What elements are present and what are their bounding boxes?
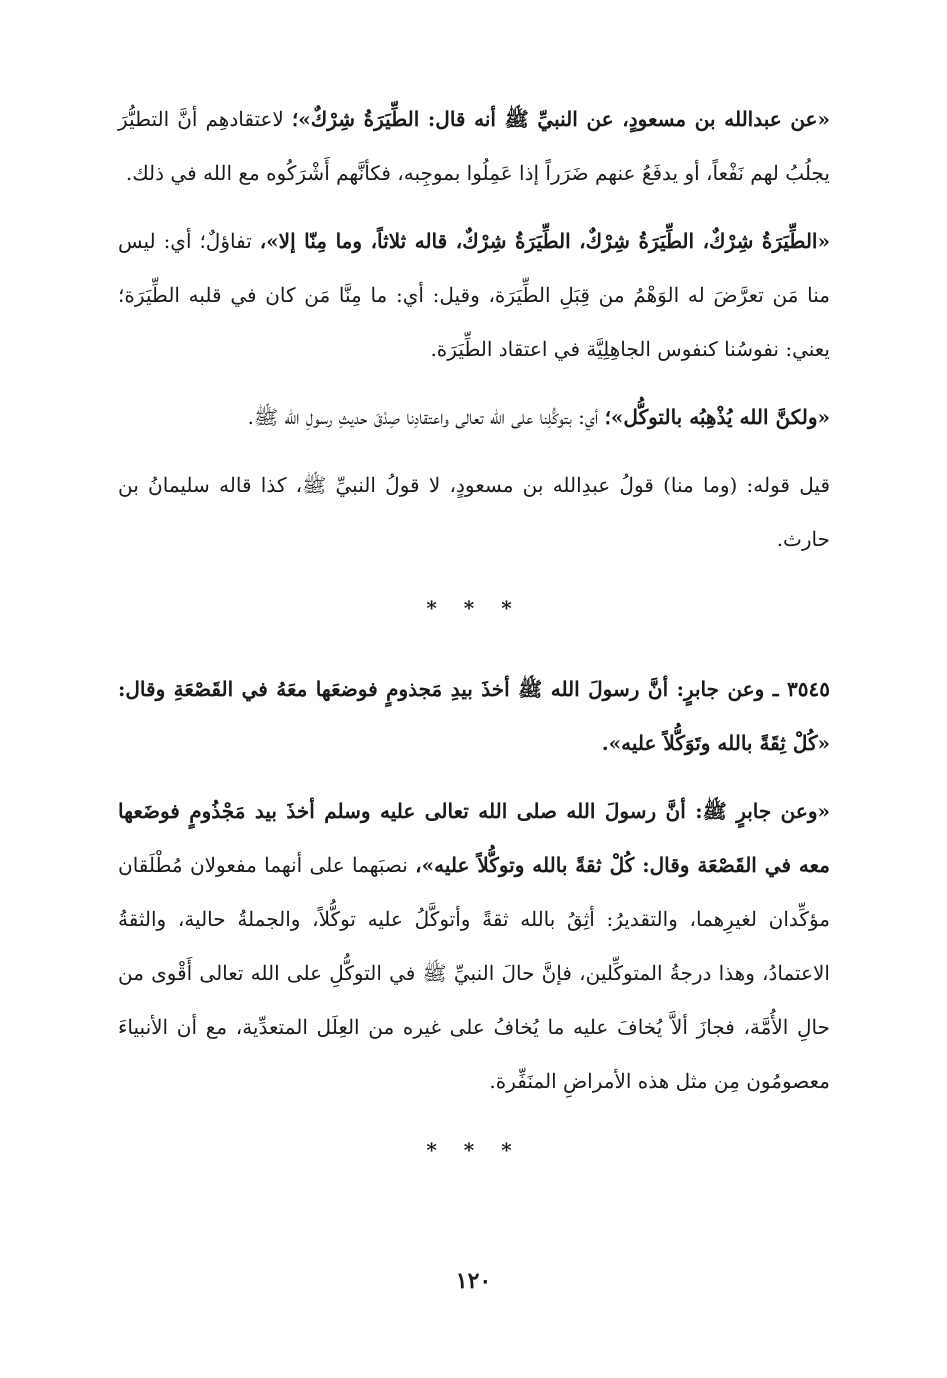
page-body (118, 92, 830, 1204)
section-separator: * * * (426, 596, 522, 620)
paragraph-text: أي: بتوكُّلِنا على الله تعالى واعتقادِنا صِدْقَ حديثِ رسولِ الله ﷺ. (247, 405, 605, 429)
paragraph-3 (118, 390, 830, 444)
paragraph-text: تفاؤلٌ؛ أي: ليس منا مَن تعرَّضَ له الوَهْمُ من قِبَلِ الطِّيَرَة، وقيل: أي: ما مِنَّا مَن كان في قلبه الطِّيَرَة؛ يعني: نفوسُنا كنفوس الجاهِلِيَّة في اعتقاد الطِّيَرَة. (118, 229, 830, 361)
quote-bold: «وعن جابرٍ ﷺ: أنَّ رسولَ الله صلى الله تعالى عليه وسلم أخذَ بيد مَجْذُومٍ فوضَعها معه في القَصْعَة وقال: كُلْ ثقةً بالله وتوكُّلاً عليه»، (118, 799, 831, 877)
paragraph-4 (118, 458, 830, 566)
section-separator: * * * (426, 1138, 522, 1162)
paragraph-text: قيل قوله: (وما منا) قولُ عبدِالله بن مسعودٍ، لا قولُ النبيِّ ﷺ، كذا قاله سليمانُ بن حارث. (118, 473, 830, 551)
hadith-text: ٣٥٤٥ ـ وعن جابرٍ: أنَّ رسولَ الله ﷺ أخذَ بيدِ مَجذومٍ فوضعَها معَهُ في القَصْعَةِ وقال: «كُلْ ثِقَةً بالله وتَوَكُّلاً عليه». (118, 677, 830, 755)
hadith-paragraph (118, 662, 830, 770)
quote-bold: «الطِّيَرَةُ شِرْكٌ، الطِّيَرَةُ شِرْكٌ، الطِّيَرَةُ شِرْكٌ، قاله ثلاثاً، وما مِنّا إلا»، (259, 229, 830, 253)
paragraph-2 (118, 214, 830, 376)
commentary-paragraph (118, 784, 830, 1108)
paragraph-1 (118, 92, 830, 200)
paragraph-text: لاعتقادهِم أنَّ التطيُّرَ يجلُبُ لهم نَفْعاً، أو يدفَعُ عنهم ضَرَراً إذا عَمِلُوا بموجِبه، فكأنَّهم أَشْرَكُوه مع الله في ذلك. (118, 107, 830, 185)
page-number: ١٢٠ (455, 1268, 492, 1294)
quote-bold: «ولكنَّ الله يُذْهِبُه بالتوكُّل»؛ (604, 405, 830, 429)
paragraph-text: نصبَهما على أنهما مفعولان مُطْلَقان مؤكِّدان لغيرِهما، والتقديرُ: أثِقُ بالله ثقةً وأتوكَّلُ عليه توكُّلاً، والجملةُ حالية، والثقةُ الاعتمادُ، وهذا درجةُ المتوكِّلين، فإنَّ حالَ النبيِّ ﷺ في التوكُّلِ على الله تعالى أَقْوى من حالِ الأُمَّة، فجازَ ألاَّ يُخافَ عليه ما يُخافُ على غيره من العِلَل المتعدِّية، مع أن الأنبياءَ معصومُون مِن مثل هذه الأمراضِ المنَفِّرة. (118, 853, 830, 1093)
quote-bold: «عن عبدالله بن مسعودٍ، عن النبيِّ ﷺ أنه قال: الطِّيَرَةُ شِرْكٌ»؛ (291, 107, 830, 131)
